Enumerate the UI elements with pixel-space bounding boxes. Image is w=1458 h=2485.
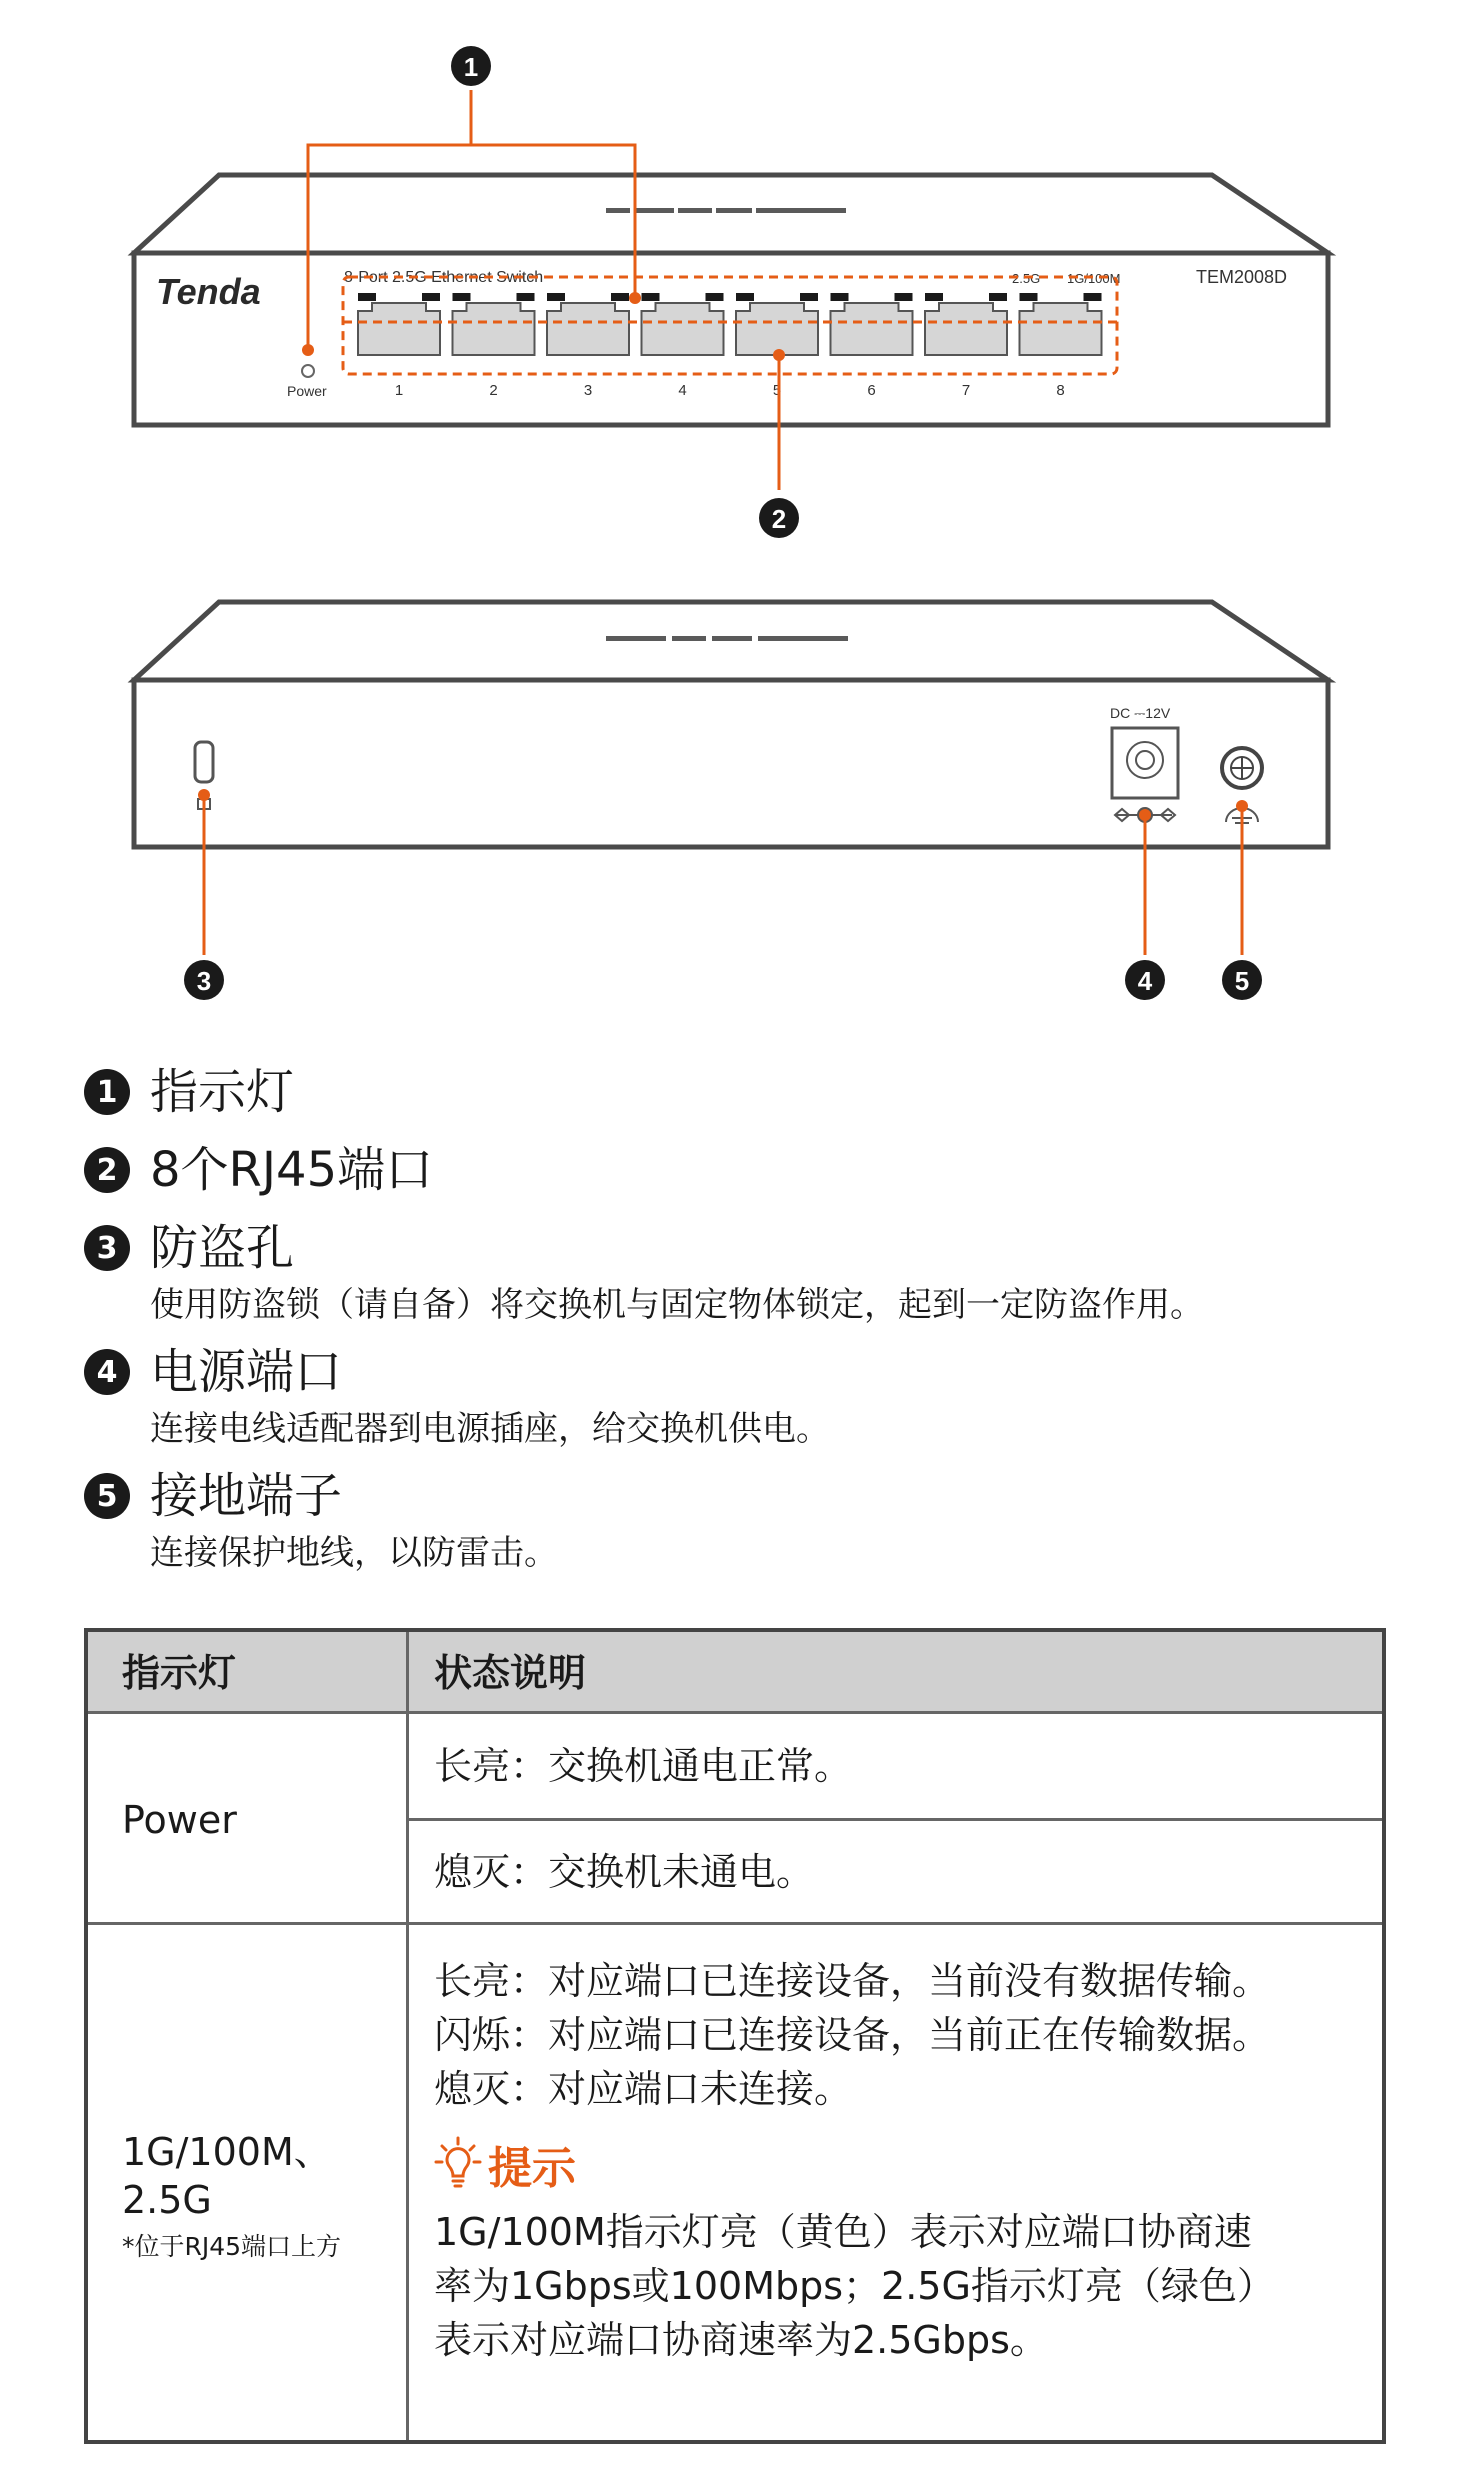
tip-line-2: 率为1Gbps或100Mbps；2.5G指示灯亮（绿色）: [434, 2264, 1275, 2308]
port-led-2.5g: [358, 293, 376, 301]
item-description: 使用防盗锁（请自备）将交换机与固定物体锁定，起到一定防盗作用。: [150, 1285, 1204, 1325]
top-logo-graphic: [606, 208, 846, 213]
port-number: 2: [489, 382, 498, 399]
port-number: 1: [394, 382, 404, 399]
speed-row-note: *位于RJ45端口上方: [122, 2232, 342, 2261]
svg-text:5: 5: [1234, 966, 1250, 996]
item-rj45-ports: [84, 1138, 433, 1202]
power-on-text: 长亮：交换机通电正常。: [434, 1744, 853, 1788]
port-socket: [1020, 303, 1102, 355]
tip-line-3: 表示对应端口协商速率为2.5Gbps。: [434, 2318, 1048, 2362]
port-led-1g: [989, 293, 1007, 301]
power-off-text: 熄灭：交换机未通电。: [434, 1850, 815, 1894]
item-indicator: [84, 1060, 294, 1124]
port-socket: [642, 303, 724, 355]
port-socket: [925, 303, 1007, 355]
header-status: 状态说明: [434, 1651, 587, 1695]
port-led-1g: [895, 293, 913, 301]
speed-on-text: 长亮：对应端口已连接设备，当前没有数据传输。: [434, 1959, 1271, 2003]
table-header: [88, 1632, 1382, 1714]
port-led-1g: [517, 293, 535, 301]
speed-off-text: 熄灭：对应端口未连接。: [434, 2067, 853, 2111]
port-socket: [736, 303, 818, 355]
led-label-2.5g: 2.5G: [1012, 271, 1041, 286]
item-number-badge: 2: [84, 1147, 130, 1193]
port-led-2.5g: [547, 293, 565, 301]
item-number-badge: 1: [84, 1069, 130, 1115]
port-led-2.5g: [925, 293, 943, 301]
item-title: 防盗孔: [150, 1220, 295, 1276]
item-number-badge: 3: [84, 1225, 130, 1271]
brand-logo: Tenda: [156, 271, 261, 312]
header-indicator: 指示灯: [122, 1651, 237, 1695]
port-socket: [831, 303, 913, 355]
item-number-badge: 4: [84, 1349, 130, 1395]
port-socket: [547, 303, 629, 355]
port-number: 3: [583, 382, 593, 399]
rear-logo-graphic: [606, 636, 848, 641]
item-description: 连接电线适配器到电源插座，给交换机供电。: [150, 1409, 830, 1449]
item-anti-theft: [84, 1216, 1204, 1328]
led-label-1g: 1G/100M: [1067, 271, 1121, 286]
lightbulb-icon: [434, 2136, 482, 2192]
port-number: 7: [961, 382, 971, 399]
item-ground: [84, 1464, 558, 1576]
speed-blink-text: 闪烁：对应端口已连接设备，当前正在传输数据。: [434, 2013, 1271, 2057]
port-socket: [453, 303, 535, 355]
svg-text:4: 4: [1137, 966, 1153, 996]
item-title: 8个RJ45端口: [150, 1142, 434, 1198]
port-number: 8: [1056, 382, 1065, 399]
tip-title: 提示: [488, 2143, 576, 2194]
port-led-2.5g: [831, 293, 849, 301]
device-diagram: [0, 0, 1458, 1020]
port-led-2.5g: [1020, 293, 1038, 301]
item-title: 接地端子: [150, 1468, 343, 1524]
port-led-1g: [1084, 293, 1102, 301]
item-power-port: [84, 1340, 830, 1452]
port-led-1g: [706, 293, 724, 301]
front-view: [134, 46, 1328, 538]
svg-text:2: 2: [771, 504, 787, 534]
port-title: 8-Port 2.5G Ethernet Switch: [344, 269, 544, 286]
port-led-2.5g: [736, 293, 754, 301]
item-number-badge: 5: [84, 1473, 130, 1519]
svg-text:1: 1: [463, 52, 479, 82]
tip-line-1: 1G/100M指示灯亮（黄色）表示对应端口协商速: [434, 2210, 1252, 2254]
power-label: Power: [287, 383, 327, 399]
model-name: TEM2008D: [1196, 267, 1288, 287]
port-led-2.5g: [642, 293, 660, 301]
port-number: 4: [678, 382, 687, 399]
port-socket: [358, 303, 440, 355]
port-led-1g: [422, 293, 440, 301]
port-number: 5: [772, 382, 782, 399]
item-title: 指示灯: [150, 1064, 295, 1120]
svg-text:3: 3: [196, 966, 212, 996]
dc-label: DC ⎓12V: [1110, 705, 1171, 721]
indicator-table: [84, 1628, 1386, 2444]
power-row-label: Power: [122, 1798, 237, 1842]
speed-row-label-1: 1G/100M、: [122, 2130, 332, 2174]
item-title: 电源端口: [150, 1344, 343, 1400]
rear-view: [134, 602, 1328, 1000]
port-led-1g: [611, 293, 629, 301]
port-led-1g: [800, 293, 818, 301]
item-description: 连接保护地线，以防雷击。: [150, 1533, 558, 1573]
lock-slot: [195, 742, 213, 782]
dc-port: [1112, 728, 1178, 798]
port-number: 6: [867, 382, 876, 399]
port-led-2.5g: [453, 293, 471, 301]
tip-heading: [434, 2132, 576, 2196]
speed-row-label-2: 2.5G: [122, 2178, 212, 2222]
